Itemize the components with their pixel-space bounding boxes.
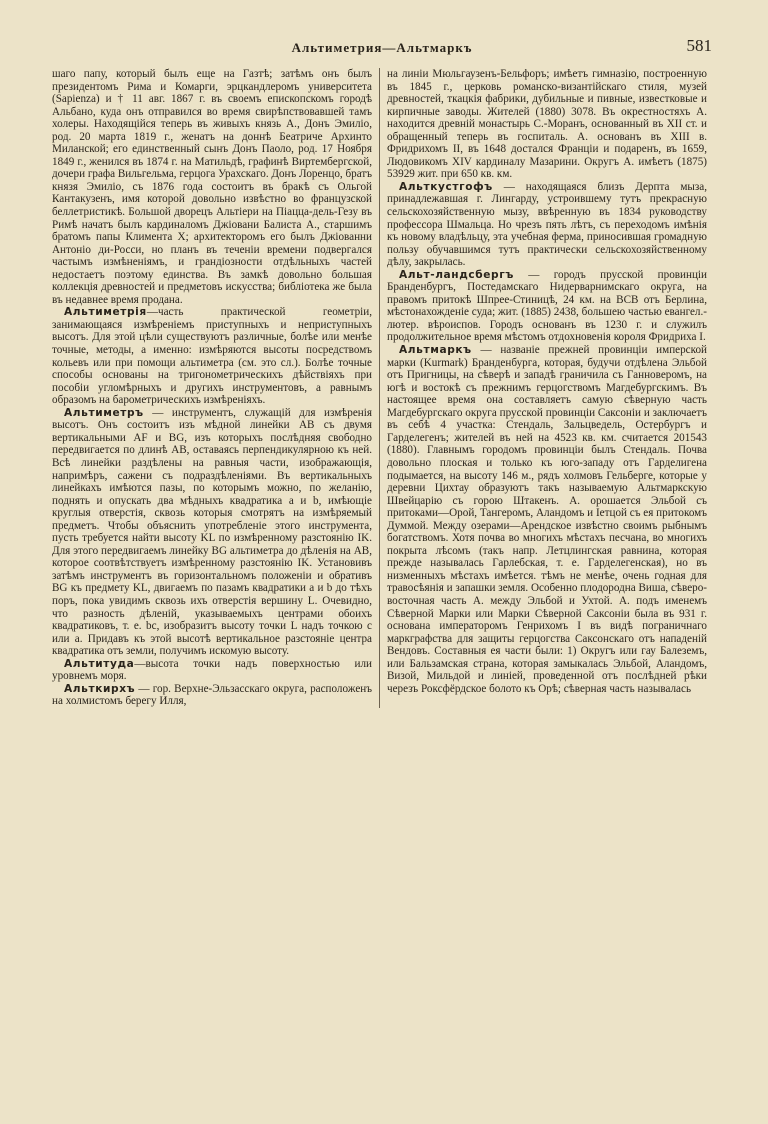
entry-text: — названіе прежней провинціи имперской марки (Kurmark) Бранденбурга, которая, будучи отдѣлена Эльбой отъ Пригницы, на сѣверѣ и западѣ граничила съ Ганноверомъ, на югѣ и востокѣ съ прежнимъ герцогствомъ Магдебургскимъ. Въ настоящее время она составляетъ самую сѣверную часть Магдебургскаго округа прусской провинціи Саксоніи и заключаетъ въ себѣ 4 участка: Стендаль, Зальцведель, Остербургъ и Гарделегенъ; жителей въ ней на 4523 кв. км. считается 201543 (1880). Главнымъ городомъ провинціи былъ Стендаль. Почва довольно плоская и только къ юго-западу отъ Гарделигена подымается, на высоту 146 м., рядъ холмовъ Гельберге, которые у деревни Цихтау образуютъ такъ называемую Альтмаркскую Швейцарію съ горою Штакенъ. А. орошается Эльбой съ притоками—Орой, Тангеромъ, Аландомъ и Іетцой съ ея притокомъ Думмой. Между озерами—Арендское извѣстно своимъ рыбнымъ богатствомъ. Хотя почва во многихъ мѣстахъ песчана, во многихъ покрыта лѣсомъ (такъ напр. Летцлингская равнина, которая прежде называлась Гарлебская, т. е. Гарделегенская), но въ низменныхъ мѣстахъ имѣется. тѣмъ не менѣе, очень годная для травосѣянія и запашки земля. Особенно плодородна Виша, сѣверо-восточная часть А. между Эльбой и Ухтой. А. подъ именемъ Сѣверной Марки или Марки Сѣверной Саксоніи была въ 931 г. основана императоромъ Генрихомъ I въ видѣ пограничнаго маркграфства для защиты герцогства Саксонскаго отъ нападеній Вендовъ. Составныя ея части были: 1) Округъ или гау Балеземъ, или Бальзамская страна, которая замыкалась Эльбой, Аландомъ, Визой, Мильдой и линіей, проведенной отъ послѣдней рѣки черезъ Роксфёрдское болото къ Орѣ; сѣверная часть называлась xyxy=(387,344,707,695)
right-column xyxy=(379,68,707,708)
headword: Альт-ландсбергъ xyxy=(399,268,514,281)
entry-text: — инструментъ, служащій для измѣренія высотъ. Онъ состоитъ изъ мѣдной линейки AB съ двумя вертикальными AF и BG, изъ которыхъ послѣдняя свободно передвигается по длинѣ AB, оставаясь перпендикулярною къ ней. Всѣ линейки раздѣлены на равныя части, изображающія, напримѣръ, сажени съ подраздѣленіями. Въ вертикальныхъ линейкахъ имѣются пазы, по которымъ можно, по желанію, поднять и опускать два мѣдныхъ квадратика a и b, имѣющіе круглыя отверстія, сквозь которыя смотрятъ на измѣряемый предметъ. Чтобы объяснить употребленіе этого инструмента, пусть требуется найти высоту KL по измѣренному разстоянію IK. Для этого передвигаемъ линейку BG альтиметра до дѣленія на AB, которое соотвѣтствуетъ измѣренному разстоянію IK. Установивъ затѣмъ инструментъ въ горизонтальномъ положеніи и обративъ BG къ предмету KL, двигаемъ по пазамъ квадратики a и b до тѣхъ поръ, пока увидимъ сквозь ихъ отверстія вершину L. Очевидно, что разность дѣленій, указываемыхъ центрами обоихъ квадратиковъ, т. е. bc, изобразитъ высоту точки L надъ точкою c или a. Придавъ къ этой высотѣ вертикальное разстояніе центра квадратика отъ земли, получимъ искомую высоту. xyxy=(52,406,372,658)
left-column xyxy=(52,68,379,708)
entry-altituda xyxy=(52,658,372,683)
entry-altimetria xyxy=(52,306,372,406)
entry-alt-landsberg xyxy=(387,269,707,344)
entry-altkirch xyxy=(52,683,372,708)
header-title: Альтиметрия—Альтмаркъ xyxy=(291,40,473,55)
running-header xyxy=(52,36,712,62)
headword: Альткирхъ xyxy=(64,682,136,695)
headword: Альтиметрія xyxy=(64,306,147,319)
entry-altkustgof xyxy=(387,181,707,269)
entry-text: — городъ прусской провинціи Бранденбургъ, Постедамскаго Нидерварнимскаго округа, на правомъ притокѣ Шпрее-Стиницѣ, 24 км. на ВСВ отъ Берлина, мѣстонахожденіе суда; жит. (1885) 2438, большею частью евангел.-лютер. вѣроиспов. Городъ основанъ въ 1230 г. и служилъ продолжительное время мѣстомъ отдохновенія короля Фридриха I. xyxy=(387,268,707,344)
entry-text: — гор. Верхне-Эльзасскаго округа, расположенъ на холмистомъ берегу Илля, xyxy=(52,682,372,708)
entry-altmark xyxy=(387,344,707,695)
page-number: 581 xyxy=(686,36,712,55)
entry-continuation: шаго папу, который былъ еще на Газтѣ; затѣмъ онъ былъ президентомъ Рима и Комарги, эрцкандлеромъ университета (Sapienza) и † 11 авг. 1867 г. въ своемъ епископскомъ городѣ Альбано, куда онъ отправился во время свирѣпствовавшей тамъ холеры. Находящійся теперь въ живыхъ князь А., Донъ Эмиліо, род. 20 марта 1819 г., женатъ на доннѣ Беатриче Архинто Миланской; его единственный сынъ Донъ Паоло, род. 17 Ноября 1849 г., женился въ 1874 г. на Матильдѣ, графинѣ Виртембергской, дочери графа Вильгельма, герцога Урахскаго. Донъ Лоренцо, братъ князя Эмиліо, съ 1876 года состоитъ въ бракѣ съ Ольгой Кантакузенъ, имя которой довольно извѣстно во французской беллетристикѣ. Большой дворецъ Альтіери на Піацца-дель-Гезу въ Римѣ начатъ былъ кардиналомъ Джіовани Балиста А., старшимъ братомъ папы Климента X; архитекторомъ его былъ Джіованни Антоніо ди-Росси, но планъ въ теченіи времени подвергался частымъ измѣненіямъ, и грандіозности отдѣльныхъ частей недостаетъ поэтому единства. Въ замкѣ довольно большая коллекція древностей и предметовъ искусства; библіотека же была въ недавнее время продана. xyxy=(52,68,373,306)
entry-continuation: на линіи Мюльгаузенъ-Бельфоръ; имѣетъ гимназію, построенную въ 1845 г., церковь романско-византійскаго стиля, музей древностей, ткацкія фабрики, дубильные и пивные, известковые и кирпичные заводы. Жителей (1880) 3078. Въ окрестностяхъ А. находится древній монастырь С.-Моранъ, основанный въ XII ст. и обращенный теперь въ госпиталь. А. основанъ въ XIII в. Фридрихомъ II, въ 1648 достался Франціи и подаренъ, въ 1659, Людовикомъ XIV кардиналу Мазарини. Округъ А. имѣетъ (1875) 53929 жит. при 650 кв. км. xyxy=(387,68,707,181)
text-columns xyxy=(52,68,712,708)
entry-altimetr xyxy=(52,407,372,658)
headword: Альтитуда xyxy=(64,657,135,670)
entry-text: —высота точки надъ поверхностью или уровнемъ моря. xyxy=(52,657,372,683)
headword: Альтиметръ xyxy=(64,406,144,419)
entry-text: —часть практической геометріи, занимающаяся измѣреніемъ приступныхъ и неприступныхъ высотъ. Для этой цѣли существуютъ различные, болѣе или менѣе точные, методы, а именно: измѣряются высоты посредствомъ кольевъ или при помощи альтиметра (см. это сл.). Болѣе точные способы основаны на тригонометрическихъ дѣйствіяхъ при пособіи угломѣрныхъ и другихъ инструментовъ, а равнымъ образомъ на барометрическихъ измѣреніяхъ. xyxy=(52,306,372,407)
headword: Альткустгофъ xyxy=(399,180,493,193)
entry-text: — находящаяся близъ Дерпта мыза, принадлежавшая г. Лингарду, устроившему тутъ прекрасную сельскохозяйственную мызу, ввѣренную въ 1834 руководству профессора Шмальца. Но чрезъ пять лѣтъ, съ переходомъ имѣнія къ новому владѣльцу, эта учебная ферма, приносившая громадную пользу обучавшимся тутъ практически сельскохозяйственному дѣлу, закрылась. xyxy=(387,180,707,269)
headword: Альтмаркъ xyxy=(399,344,472,357)
